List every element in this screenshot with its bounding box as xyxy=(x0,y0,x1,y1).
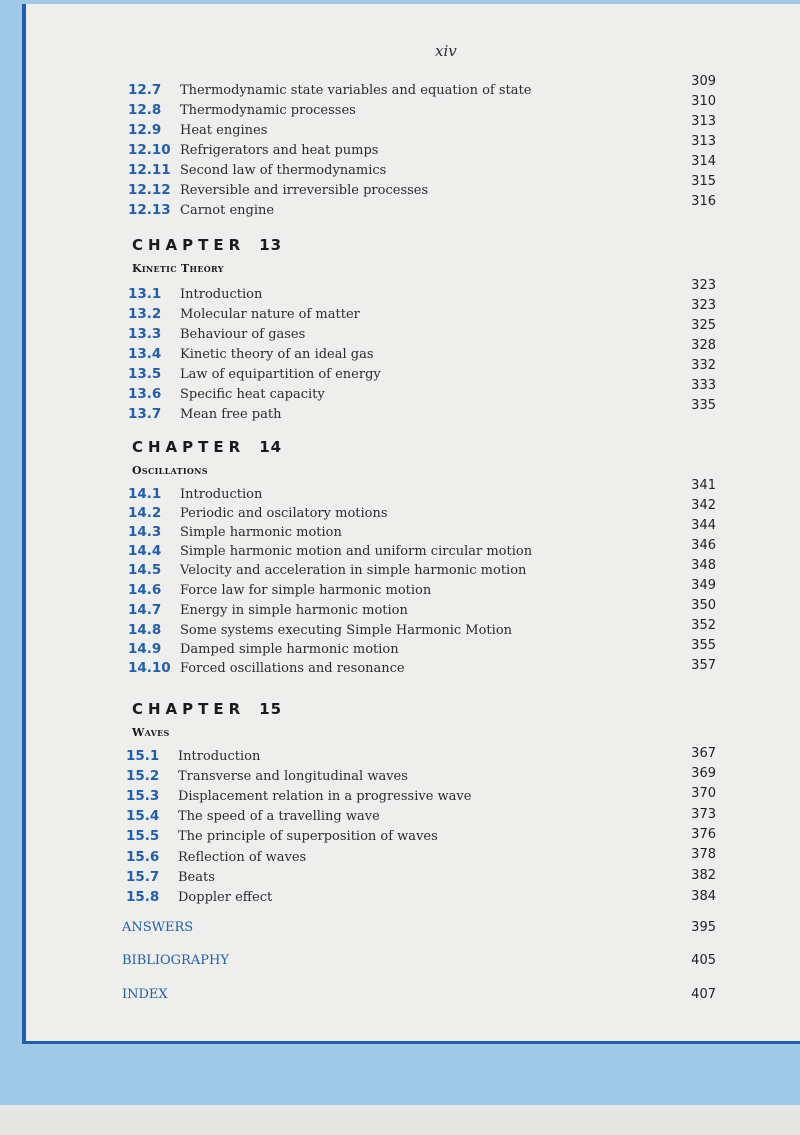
section-title: Force law for simple harmonic motion xyxy=(180,583,432,598)
section-title: Law of equipartition of energy xyxy=(180,367,381,382)
section-number: 13.6 xyxy=(128,386,162,402)
section-title: Damped simple harmonic motion xyxy=(180,642,399,657)
section-title: Specific heat capacity xyxy=(180,387,325,402)
page-number: xiv xyxy=(435,42,457,60)
toc-row[interactable] xyxy=(26,562,800,582)
bibliography-link[interactable]: BIBLIOGRAPHY xyxy=(122,953,229,968)
page-ref: 313 xyxy=(691,114,716,129)
page-ref: 369 xyxy=(691,766,716,781)
toc-row[interactable] xyxy=(26,102,800,122)
toc-row[interactable] xyxy=(26,622,800,642)
section-number: 13.2 xyxy=(128,306,162,322)
page-ref: 316 xyxy=(691,194,716,209)
page-ref: 328 xyxy=(691,338,716,353)
answers-link[interactable]: ANSWERS xyxy=(122,920,194,935)
section-number: 13.1 xyxy=(128,286,162,302)
chapter-label: CHAPTER xyxy=(132,236,246,254)
chapter-heading xyxy=(132,700,282,718)
section-title: Mean free path xyxy=(180,407,282,422)
section-title: Velocity and acceleration in simple harmonic motion xyxy=(180,563,527,578)
page-ref: 378 xyxy=(691,847,716,862)
chapter-number: 15 xyxy=(259,700,283,718)
section-number: 13.7 xyxy=(128,406,162,422)
section-title: Introduction xyxy=(178,749,261,764)
section-title: Introduction xyxy=(180,287,263,302)
toc-row[interactable] xyxy=(26,505,800,525)
section-number: 15.3 xyxy=(126,788,160,804)
section-title: Periodic and oscilatory motions xyxy=(180,506,388,521)
toc-row[interactable] xyxy=(26,641,800,661)
page-ref: 395 xyxy=(691,920,716,935)
toc-row[interactable] xyxy=(26,82,800,102)
section-title: Reversible and irreversible processes xyxy=(180,183,429,198)
page-ref: 405 xyxy=(691,953,716,968)
section-title: Beats xyxy=(178,870,215,885)
section-title: The speed of a travelling wave xyxy=(178,809,380,824)
toc-row[interactable] xyxy=(26,543,800,563)
section-title: Refrigerators and heat pumps xyxy=(180,143,379,158)
section-number: 14.8 xyxy=(128,622,162,638)
page-ref: 348 xyxy=(691,558,716,573)
section-title: Simple harmonic motion xyxy=(180,525,342,540)
page-edge xyxy=(0,1105,800,1135)
section-title: Displacement relation in a progressive wave xyxy=(178,789,472,804)
toc-row[interactable] xyxy=(26,162,800,182)
section-title: The principle of superposition of waves xyxy=(178,829,438,844)
section-title: Second law of thermodynamics xyxy=(180,163,387,178)
chapter-number: 14 xyxy=(259,438,283,456)
section-title: Forced oscillations and resonance xyxy=(180,661,405,676)
page-ref: 370 xyxy=(691,786,716,801)
page-ref: 346 xyxy=(691,538,716,553)
page-ref: 342 xyxy=(691,498,716,513)
page-ref: 376 xyxy=(691,827,716,842)
chapter-heading xyxy=(132,236,282,254)
section-number: 12.11 xyxy=(128,162,171,178)
toc-row[interactable] xyxy=(26,660,800,680)
toc-row[interactable] xyxy=(26,326,800,346)
section-title: Some systems executing Simple Harmonic Motion xyxy=(180,623,513,638)
toc-row[interactable] xyxy=(26,346,800,366)
section-title: Molecular nature of matter xyxy=(180,307,360,322)
toc-row[interactable] xyxy=(26,889,800,909)
section-number: 14.10 xyxy=(128,660,171,676)
page-ref: 382 xyxy=(691,868,716,883)
section-number: 13.3 xyxy=(128,326,162,342)
page-ref: 407 xyxy=(691,987,716,1002)
chapter-label: CHAPTER xyxy=(132,700,246,718)
toc-row[interactable] xyxy=(26,142,800,162)
chapter-title[interactable]: Kinetic Theory xyxy=(132,262,224,275)
section-title: Kinetic theory of an ideal gas xyxy=(180,347,374,362)
section-number: 14.2 xyxy=(128,505,162,521)
section-number: 13.5 xyxy=(128,366,162,382)
index-link[interactable]: INDEX xyxy=(122,987,168,1002)
page-ref: 315 xyxy=(691,174,716,189)
toc-row[interactable] xyxy=(26,582,800,602)
section-title: Doppler effect xyxy=(178,890,273,905)
toc-row[interactable] xyxy=(26,748,800,768)
page-ref: 352 xyxy=(691,618,716,633)
page-ref: 349 xyxy=(691,578,716,593)
page-ref: 341 xyxy=(691,478,716,493)
page-ref: 384 xyxy=(691,889,716,904)
toc-row[interactable] xyxy=(26,366,800,386)
toc-row[interactable] xyxy=(26,122,800,142)
page-ref: 357 xyxy=(691,658,716,673)
section-title: Simple harmonic motion and uniform circular motion xyxy=(180,544,533,559)
toc-row[interactable] xyxy=(26,406,800,426)
page-ref: 333 xyxy=(691,378,716,393)
section-number: 12.9 xyxy=(128,122,162,138)
section-number: 14.6 xyxy=(128,582,162,598)
chapter-number: 13 xyxy=(259,236,283,254)
page-ref: 344 xyxy=(691,518,716,533)
section-number: 14.7 xyxy=(128,602,162,618)
section-number: 13.4 xyxy=(128,346,162,362)
toc-row[interactable] xyxy=(26,306,800,326)
section-number: 12.10 xyxy=(128,142,171,158)
section-number: 12.7 xyxy=(128,82,162,98)
section-number: 15.1 xyxy=(126,748,160,764)
page-ref: 313 xyxy=(691,134,716,149)
page-ref: 314 xyxy=(691,154,716,169)
section-title: Thermodynamic state variables and equation of state xyxy=(180,83,532,98)
chapter-title[interactable]: Waves xyxy=(132,726,170,739)
page-ref: 309 xyxy=(691,74,716,89)
section-title: Energy in simple harmonic motion xyxy=(180,603,408,618)
toc-row[interactable] xyxy=(26,849,800,869)
section-number: 14.1 xyxy=(128,486,162,502)
toc-row[interactable] xyxy=(26,828,800,848)
toc-row[interactable] xyxy=(26,602,800,622)
section-number: 15.8 xyxy=(126,889,160,905)
page-ref: 367 xyxy=(691,746,716,761)
section-title: Thermodynamic processes xyxy=(180,103,356,118)
toc-page xyxy=(22,4,800,1044)
toc-row[interactable] xyxy=(26,182,800,202)
page-ref: 355 xyxy=(691,638,716,653)
section-number: 15.6 xyxy=(126,849,160,865)
section-number: 14.3 xyxy=(128,524,162,540)
section-number: 15.5 xyxy=(126,828,160,844)
page-ref: 325 xyxy=(691,318,716,333)
toc-row[interactable] xyxy=(26,768,800,788)
toc-row[interactable] xyxy=(26,524,800,544)
section-number: 15.7 xyxy=(126,869,160,885)
toc-row[interactable] xyxy=(26,788,800,808)
page-ref: 373 xyxy=(691,807,716,822)
chapter-title[interactable]: Oscillations xyxy=(132,464,208,477)
section-title: Carnot engine xyxy=(180,203,275,218)
toc-row[interactable] xyxy=(26,808,800,828)
section-number: 12.12 xyxy=(128,182,171,198)
toc-row[interactable] xyxy=(26,286,800,306)
chapter-heading xyxy=(132,438,282,456)
section-number: 14.5 xyxy=(128,562,162,578)
section-number: 15.2 xyxy=(126,768,160,784)
toc-row[interactable] xyxy=(26,202,800,222)
section-title: Reflection of waves xyxy=(178,850,307,865)
section-number: 15.4 xyxy=(126,808,160,824)
page-ref: 332 xyxy=(691,358,716,373)
toc-row[interactable] xyxy=(26,386,800,406)
toc-row[interactable] xyxy=(26,869,800,889)
page-ref: 323 xyxy=(691,278,716,293)
section-number: 12.13 xyxy=(128,202,171,218)
section-title: Transverse and longitudinal waves xyxy=(178,769,408,784)
page-ref: 350 xyxy=(691,598,716,613)
section-title: Behaviour of gases xyxy=(180,327,306,342)
section-number: 12.8 xyxy=(128,102,162,118)
toc-row[interactable] xyxy=(26,486,800,506)
page-ref: 335 xyxy=(691,398,716,413)
page-ref: 310 xyxy=(691,94,716,109)
section-title: Introduction xyxy=(180,487,263,502)
page-ref: 323 xyxy=(691,298,716,313)
section-number: 14.4 xyxy=(128,543,162,559)
section-title: Heat engines xyxy=(180,123,268,138)
chapter-label: CHAPTER xyxy=(132,438,246,456)
section-number: 14.9 xyxy=(128,641,162,657)
